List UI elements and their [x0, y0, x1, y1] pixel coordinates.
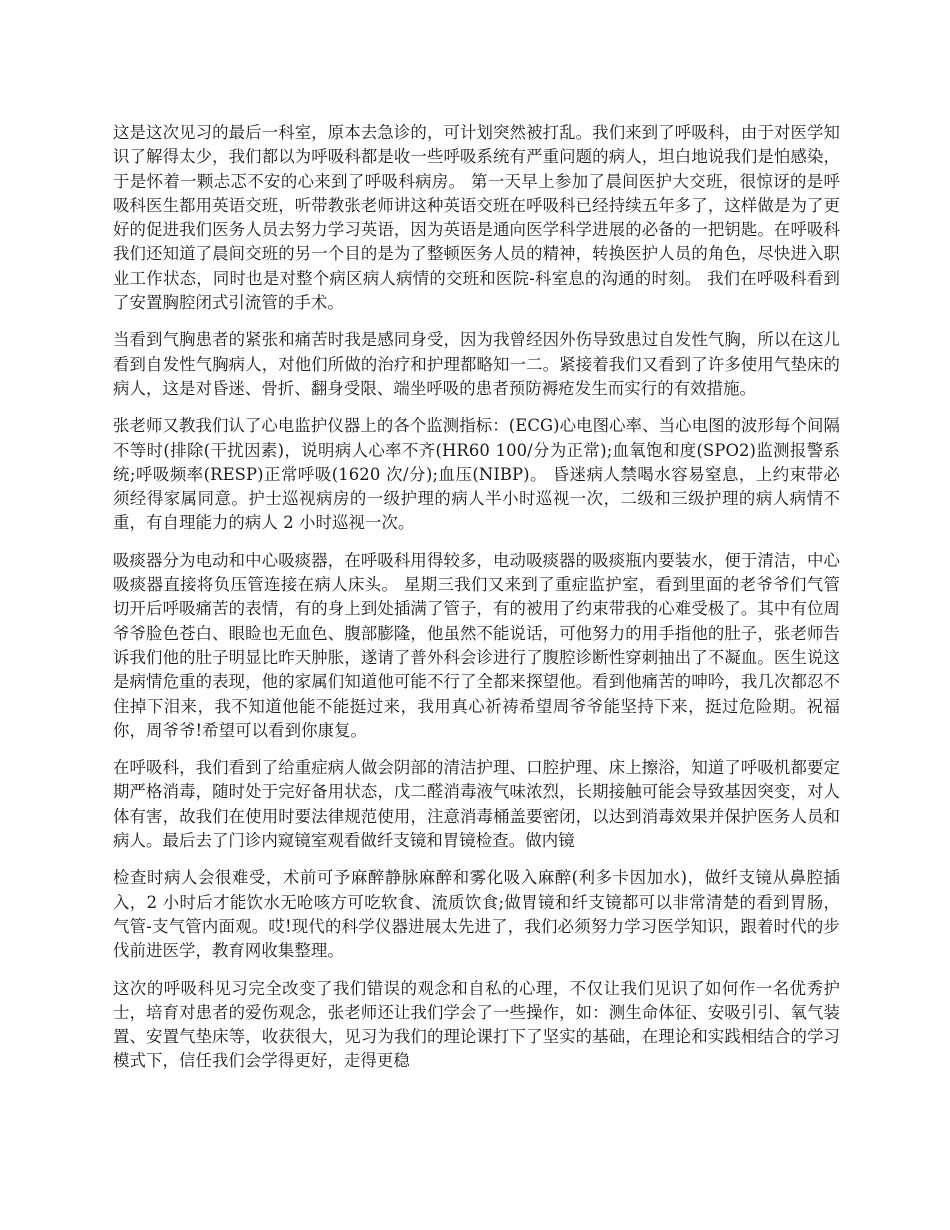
- paragraph-7: 这次的呼吸科见习完全改变了我们错误的观念和自私的心理，不仅让我们见识了如何作一名优秀护士，培育对患者的爱伤观念，张老师还让我们学会了一些操作，如：测生命体征、安吸引引、氧气装置、安置气垫床等，收获很大，见习为我们的理论课打下了坚实的基础，在理论和实践相结合的学习模式下，信任我们会学得更好，走得更稳: [113, 978, 840, 1071]
- paragraph-6: 检查时病人会很难受，术前可予麻醉静脉麻醉和雾化吸入麻醉(利多卡因加水)，做纤支镜从鼻腔插入，2 小时后才能饮水无呛咳方可吃软食、流质饮食;做胃镜和纤支镜都可以非常清楚的看到胃肠，气管-支气管内面观。哎!现代的科学仪器进展太先进了，我们必须努力学习医学知识，跟着时代的步伐前进医学，教育网收集整理。: [113, 868, 840, 961]
- paragraph-1: 这是这次见习的最后一科室，原本去急诊的，可计划突然被打乱。我们来到了呼吸科，由于对医学知识了解得太少，我们都以为呼吸科都是收一些呼吸系统有严重问题的病人，坦白地说我们是怕感染，于是怀着一颗忐忑不安的心来到了呼吸科病房。 第一天早上参加了晨间医护大交班，很惊讶的是呼吸科医生都用英语交班，听带教张老师讲这种英语交班在呼吸科已经持续五年多了，这样做是为了更好的促进我们医务人员去努力学习英语，因为英语是通向医学科学进展的必备的一把钥匙。在呼吸科我们还知道了晨间交班的另一个目的是为了整顿医务人员的精神，转换医护人员的角色，尽快进入职业工作状态，同时也是对整个病区病人病情的交班和医院-科室息的沟通的时刻。 我们在呼吸科看到了安置胸腔闭式引流管的手术。: [113, 123, 840, 313]
- paragraph-2: 当看到气胸患者的紧张和痛苦时我是感同身受，因为我曾经因外伤导致患过自发性气胸，所以在这儿看到自发性气胸病人，对他们所做的治疗和护理都略知一二。紧接着我们又看到了许多使用气垫床的病人，这是对昏迷、骨折、翻身受限、端坐呼吸的患者预防褥疮发生而实行的有效措施。: [113, 330, 840, 398]
- paragraph-4: 吸痰器分为电动和中心吸痰器，在呼吸科用得较多，电动吸痰器的吸痰瓶内要装水，便于清洁，中心吸痰器直接将负压管连接在病人床头。 星期三我们又来到了重症监护室，看到里面的老爷爷们气管切开后呼吸痛苦的表情，有的身上到处插满了管子，有的被用了约束带我的心难受极了。其中有位周爷爷脸色苍白、眼睑也无血色、腹部膨隆，他虽然不能说话，可他努力的用手指他的肚子，张老师告诉我们他的肚子明显比昨天肿胀，遂请了普外科会诊进行了腹腔诊断性穿刺抽出了不凝血。医生说这是病情危重的表现，他的家属们知道他可能不行了全都来探望他。看到他痛苦的呻吟，我几次都忍不住掉下泪来，我不知道他能不能挺过来，我用真心祈祷希望周爷爷能坚持下来，挺过危险期。祝福你，周爷爷!希望可以看到你康复。: [113, 550, 840, 740]
- paragraph-3: 张老师又教我们认了心电监护仪器上的各个监测指标：(ECG)心电图心率、当心电图的波形每个间隔不等时(排除(干扰因素)，说明病人心率不齐(HR60 100/分为正常);血氧饱和度(SPO2)监测报警系统;呼吸频率(RESP)正常呼吸(1620 次/分);血压(NIBP)。 昏迷病人禁喝水容易窒息，上约束带必须经得家属同意。护士巡视病房的一级护理的病人半小时巡视一次，二级和三级护理的病人病情不重，有自理能力的病人 2 小时巡视一次。: [113, 416, 841, 533]
- document-body: [113, 121, 840, 1087]
- paragraph-5: 在呼吸科，我们看到了给重症病人做会阴部的清洁护理、口腔护理、床上擦浴，知道了呼吸机都要定期严格消毒，随时处于完好备用状态，戊二醛消毒液气味浓烈，长期接触可能会导致基因突变，对人体有害，故我们在使用时要法律规范使用，注意消毒桶盖要密闭，以达到消毒效果并保护医务人员和病人。最后去了门诊内窥镜室观看做纤支镜和胃镜检查。做内镜: [113, 758, 840, 851]
